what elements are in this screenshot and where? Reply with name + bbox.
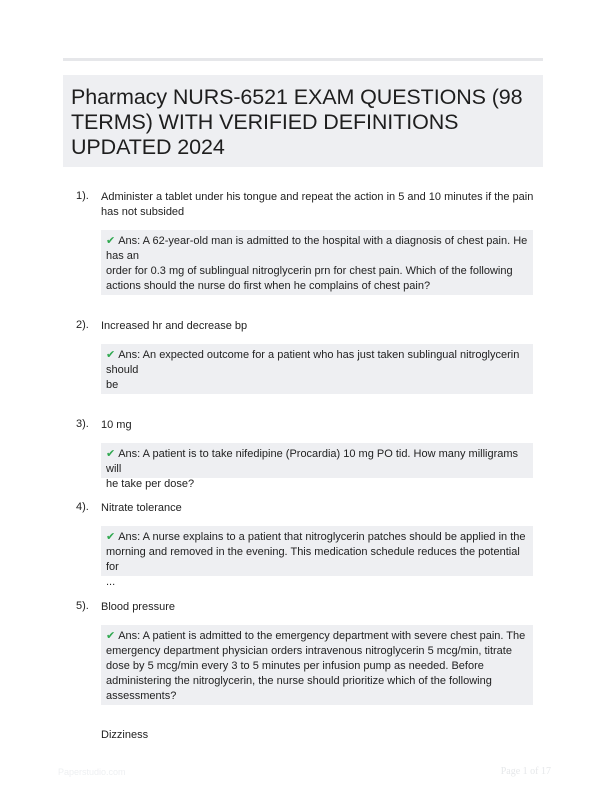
item-number: 4).	[76, 501, 89, 513]
item-number: 3).	[76, 418, 89, 430]
answer-line: he take per dose?	[106, 478, 195, 490]
check-icon: ✔	[106, 235, 116, 247]
answer-line: order for 0.3 mg of sublingual nitroglycerin prn for chest pain. Which of the following	[106, 265, 513, 277]
answer-line: has an	[106, 250, 140, 262]
item-term	[101, 418, 541, 433]
term-line: Blood pressure	[101, 601, 175, 613]
term-line: 10 mg	[101, 419, 132, 431]
check-icon: ✔	[106, 448, 116, 460]
answer-box	[101, 230, 533, 295]
answer-box	[101, 625, 533, 705]
answer-text: Ans: A patient is to take nifedipine (Procardia) 10 mg PO tid. How many milligrams will	[106, 448, 519, 475]
page-title: Pharmacy NURS-6521 EXAM QUESTIONS (98 TERMS) WITH VERIFIED DEFINITIONS UPDATED 2024	[71, 85, 523, 159]
answer-line	[106, 348, 528, 363]
answer-line: dose by 5 mcg/min every 3 to 5 minutes per infusion pump as needed. Before	[106, 660, 484, 672]
answer-text: Ans: A 62-year-old man is admitted to the hospital with a diagnosis of chest pain. He	[118, 235, 528, 247]
answer-line: ...	[106, 576, 116, 588]
answer-box	[101, 344, 533, 394]
answer-line: actions should the nurse do first when he complains of chest pain?	[106, 280, 431, 292]
answer-line: should	[106, 364, 139, 376]
answer-line: morning and removed in the evening. This medication schedule reduces the potential for	[106, 546, 520, 573]
term-line: Administer a tablet under his tongue and repeat the action in 5 and 10 minutes if the pain	[101, 191, 534, 203]
footer-watermark: Paperstudio.com	[58, 767, 126, 777]
answer-text: Ans: A patient is admitted to the emergency department with severe chest pain. The	[118, 630, 526, 642]
answer-line	[106, 629, 528, 644]
answer-text: Ans: An expected outcome for a patient who has just taken sublingual nitroglycerin	[118, 349, 520, 361]
item-number: 1).	[76, 190, 89, 202]
check-icon: ✔	[106, 531, 116, 543]
answer-line	[106, 234, 528, 249]
item-term	[101, 600, 541, 615]
answer-line: be	[106, 379, 119, 391]
title-box	[63, 75, 543, 167]
item-number: 5).	[76, 600, 89, 612]
term-line: Increased hr and decrease bp	[101, 320, 248, 332]
item-term	[101, 501, 541, 516]
answer-box	[101, 526, 533, 588]
answer-box	[101, 443, 533, 490]
answer-line: assessments?	[106, 690, 177, 702]
check-icon: ✔	[106, 349, 116, 361]
term-line: Nitrate tolerance	[101, 502, 182, 514]
term-line: has not subsided	[101, 206, 185, 218]
answer-line: emergency department physician orders intravenous nitroglycerin 5 mcg/min, titrate	[106, 645, 512, 657]
check-icon: ✔	[106, 630, 116, 642]
item-number: 2).	[76, 319, 89, 331]
top-divider	[63, 58, 543, 61]
page-number: Page 1 of 17	[500, 766, 551, 777]
answer-line	[106, 447, 528, 477]
item-term	[101, 319, 541, 334]
answer-text: Ans: A nurse explains to a patient that nitroglycerin patches should be applied in the	[118, 531, 526, 543]
item-term	[101, 190, 541, 220]
item-term: Dizziness	[101, 729, 149, 741]
answer-line: administering the nitroglycerin, the nurse should prioritize which of the following	[106, 675, 492, 687]
answer-line	[106, 530, 528, 545]
